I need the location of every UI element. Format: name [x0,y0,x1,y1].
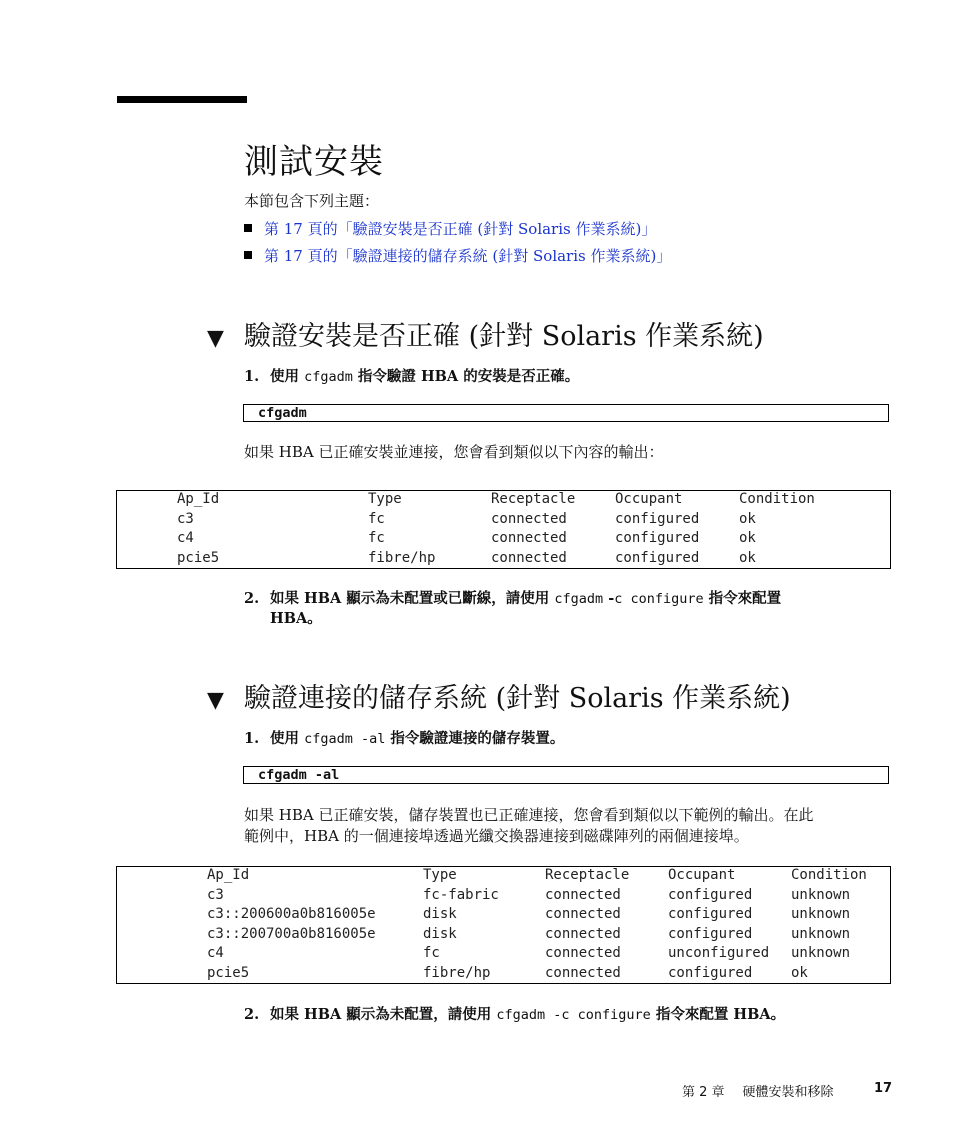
footer-chapter: 第 2 章 硬體安裝和移除 [682,1085,834,1100]
table-cell: ok [739,549,756,566]
triangle-down-icon: ▼ [207,688,224,713]
table-header-row [117,491,890,510]
table-cell: configured [668,886,753,903]
table-cell: disk [423,906,457,922]
table-row [117,550,890,569]
table-cell: unknown [791,886,851,903]
table-cell: disk [423,925,457,942]
bullet-square-icon [244,251,252,259]
output-table-1 [116,490,891,569]
table-cell: unknown [791,925,851,942]
table-row [117,511,890,530]
table-cell: fibre/hp [368,549,436,566]
table-row [117,926,890,945]
table-header-cell: Occupant [668,867,736,883]
section1-step2: 2. 如果 HBA 顯示為未配置或已斷線，請使用 cfgadm -c configure 指令來配置 [244,590,782,607]
table-cell: configured [615,530,700,546]
table-cell: ok [791,964,808,981]
table-cell: pcie5 [207,964,250,981]
table-cell: connected [491,530,567,546]
table-cell: connected [545,945,621,961]
table-cell: fc [368,530,385,546]
output-table-2 [116,866,891,984]
table-cell: unknown [791,945,851,961]
page-title: 測試安裝 [244,142,384,182]
table-header-cell: Condition [739,491,815,507]
table-row [117,965,890,984]
section2-paragraph: 如果 HBA 已正確安裝，儲存裝置也已正確連接，您會看到類似以下範例的輸出。在此 範例中，HBA 的一個連接埠透過光纖交換器連接到磁碟陣列的兩個連接埠。 [244,806,814,845]
section2-heading: ▼ 驗證連接的儲存系統 (針對 Solaris 作業系統) [207,683,791,714]
command-box: cfgadm -al [243,766,889,784]
table-cell: connected [491,549,567,566]
section1-paragraph: 如果 HBA 已正確安裝並連接，您會看到類似以下內容的輸出： [244,443,664,461]
table-header-cell: Type [423,867,457,883]
bullet-link-1[interactable]: 第 17 頁的「驗證安裝是否正確 (針對 Solaris 作業系統)」 [244,218,656,239]
chapter-rule [117,96,247,103]
table-cell: unknown [791,906,851,922]
table-cell: fc [368,510,385,527]
table-header-cell: Receptacle [491,491,576,507]
table-cell: connected [545,886,621,903]
table-header-cell: Ap_Id [207,867,250,883]
table-cell: ok [739,510,756,527]
table-cell: ok [739,530,756,546]
table-cell: configured [615,549,700,566]
table-cell: c3 [207,886,224,903]
table-cell: c3::200600a0b816005e [207,906,376,922]
table-cell: connected [545,964,621,981]
table-cell: connected [545,906,621,922]
table-cell: c4 [207,945,224,961]
table-cell: fc-fabric [423,886,499,903]
table-cell: fc [423,945,440,961]
table-row [117,945,890,964]
page-number: 17 [874,1081,893,1096]
section1-step1: 1. 使用 cfgadm 指令驗證 HBA 的安裝是否正確。 [244,368,580,385]
table-row [117,906,890,925]
bullet-link-2[interactable]: 第 17 頁的「驗證連接的儲存系統 (針對 Solaris 作業系統)」 [244,245,671,266]
table-cell: configured [668,925,753,942]
table-cell: c3::200700a0b816005e [207,925,376,942]
section1-step2-cont: HBA。 [270,610,322,627]
table-cell: pcie5 [177,549,220,566]
table-row [117,887,890,906]
table-header-cell: Ap_Id [177,491,220,507]
table-header-cell: Type [368,491,402,507]
section1-heading: ▼ 驗證安裝是否正確 (針對 Solaris 作業系統) [207,321,764,352]
triangle-down-icon: ▼ [207,326,224,351]
table-cell: unconfigured [668,945,770,961]
table-header-cell: Receptacle [545,867,630,883]
table-cell: configured [668,906,753,922]
intro-text: 本節包含下列主題： [244,192,380,210]
table-header-row [117,867,890,886]
command-box: cfgadm [243,404,889,422]
section2-step1: 1. 使用 cfgadm -al 指令驗證連接的儲存裝置。 [244,730,565,747]
table-row [117,530,890,549]
bullet-square-icon [244,224,252,232]
table-cell: configured [668,964,753,981]
table-cell: connected [545,925,621,942]
table-header-cell: Occupant [615,491,683,507]
table-header-cell: Condition [791,867,867,883]
table-cell: c4 [177,530,194,546]
table-cell: configured [615,510,700,527]
section2-step2: 2. 如果 HBA 顯示為未配置，請使用 cfgadm -c configure 指令來配置 HBA。 [244,1006,786,1023]
table-cell: connected [491,510,567,527]
table-cell: c3 [177,510,194,527]
table-cell: fibre/hp [423,964,491,981]
